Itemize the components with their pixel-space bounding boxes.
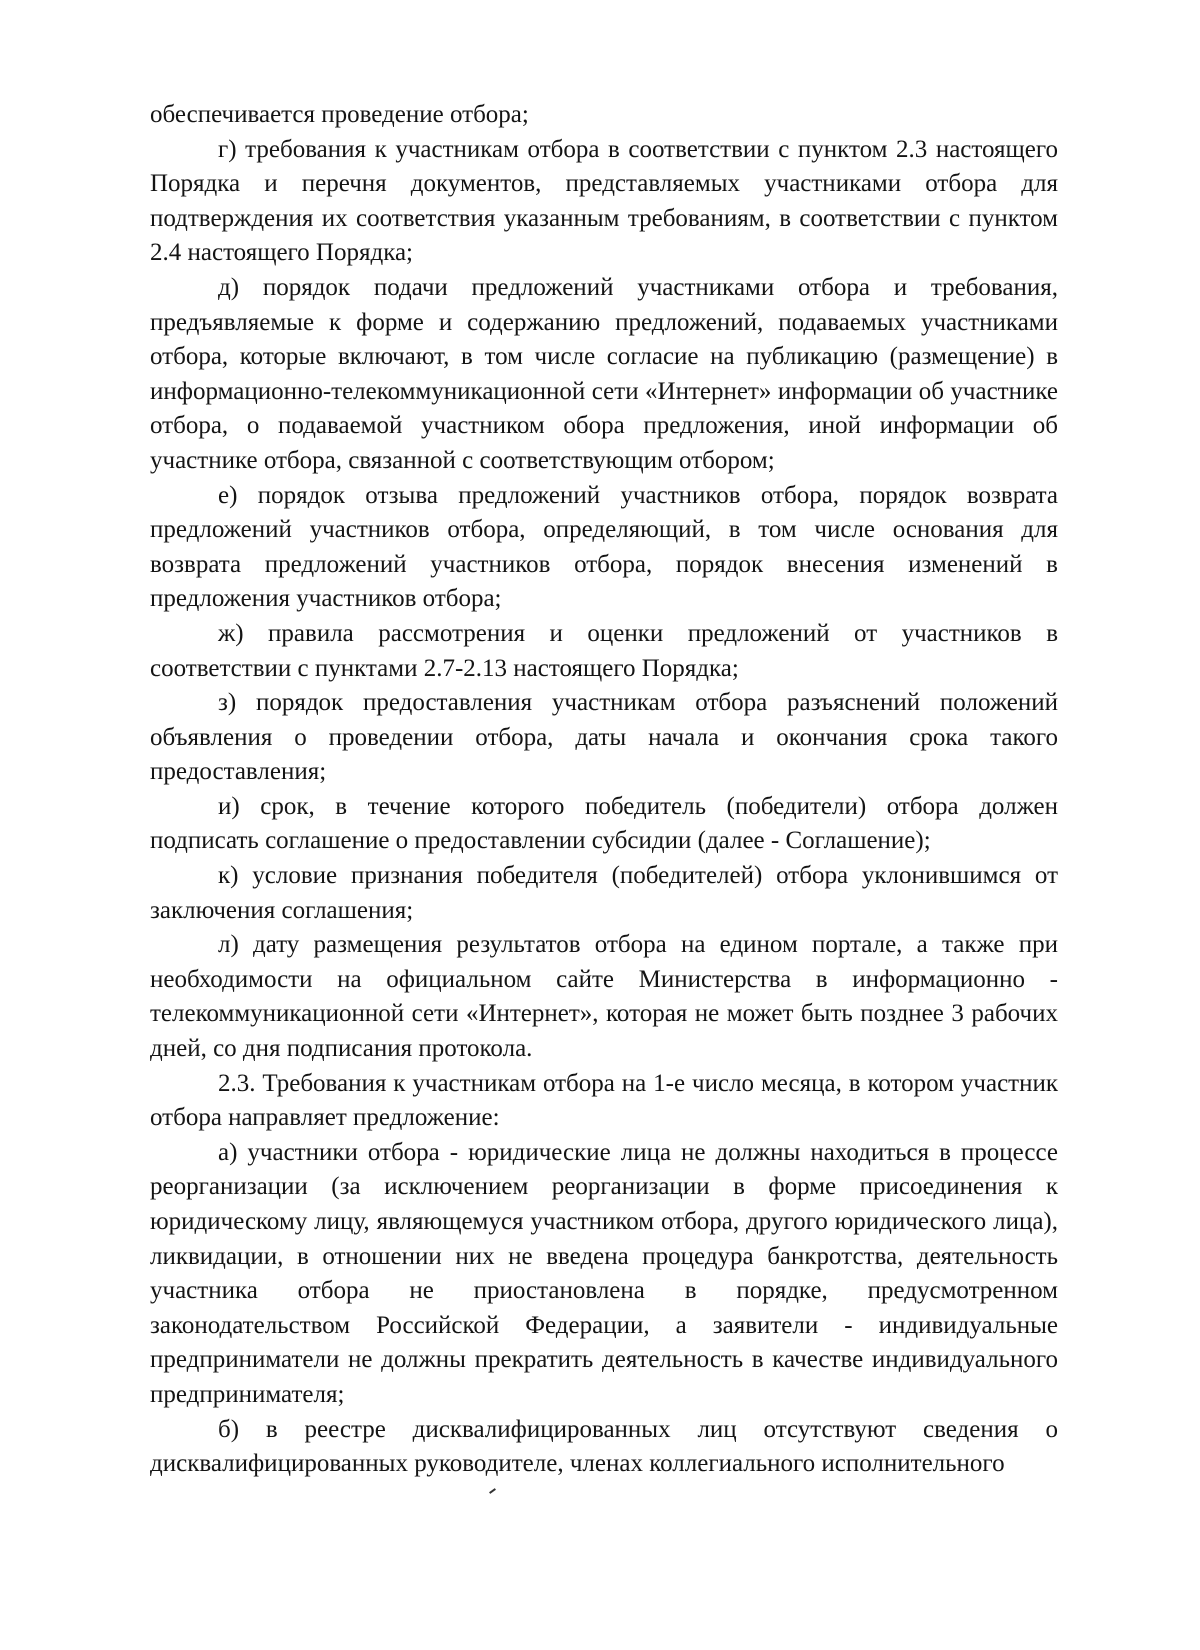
paragraph-item-a: а) участники отбора - юридические лица не должны находиться в процессе реорганизации (за исключением реорганизации в форме присоединения к юридическому лицу, являющемуся участником отбора, другого юридического лица), ликвидации, в отношении них не введена процедура банкротства, деятельность участника отбора не приостановлена в порядке, предусмотренном законодательством Российской Федерации, а заявители - индивидуальные предприниматели не должны прекратить деятельность в качестве индивидуального предпринимателя; xyxy=(150,1138,1058,1408)
document-page xyxy=(150,98,1058,1482)
scan-mark xyxy=(489,1488,496,1494)
paragraph-item-k: к) условие признания победителя (победителей) отбора уклонившимся от заключения соглашения; xyxy=(150,862,1058,924)
section-2-3-heading: 2.3. Требования к участникам отбора на 1-е число месяца, в котором участник отбора направляет предложение: xyxy=(150,1069,1058,1132)
paragraph-item-i: и) срок, в течение которого победитель (победители) отбора должен подписать соглашение о предоставлении субсидии (далее - Соглашение); xyxy=(150,792,1058,855)
paragraph-item-d: д) порядок подачи предложений участниками отбора и требования, предъявляемые к форме и содержанию предложений, подаваемых участниками отбора, которые включают, в том числе согласие на публикацию (размещение) в информационно-телекоммуникационной сети «Интернет» информации об участнике отбора, о подаваемой участником обора предложения, иной информации об участнике отбора, связанной с соответствующим отбором; xyxy=(150,273,1058,474)
paragraph-item-b: б) в реестре дисквалифицированных лиц отсутствуют сведения о дисквалифицированных руководителе, членах коллегиального исполнительного xyxy=(150,1415,1058,1478)
paragraph-item-g: г) требования к участникам отбора в соответствии с пунктом 2.3 настоящего Порядка и перечня документов, представляемых участниками отбора для подтверждения их соответствия указанным требованиям, в соответствии с пунктом 2.4 настоящего Порядка; xyxy=(150,135,1058,267)
paragraph-item-l: л) дату размещения результатов отбора на едином портале, а также при необходимости на официальном сайте Министерства в информационно - телекоммуникационной сети «Интернет», которая не может быть позднее 3 рабочих дней, со дня подписания протокола. xyxy=(150,931,1058,1063)
paragraph-item-z: з) порядок предоставления участникам отбора разъяснений положений объявления о проведении отбора, даты начала и окончания срока такого предоставления; xyxy=(150,689,1058,786)
paragraph-continuation: обеспечивается проведение отбора; xyxy=(150,101,529,128)
paragraph-item-zh: ж) правила рассмотрения и оценки предложений от участников в соответствии с пунктами 2.7-2.13 настоящего Порядка; xyxy=(150,619,1058,682)
paragraph-item-e: е) порядок отзыва предложений участников отбора, порядок возврата предложений участников отбора, определяющий, в том числе основания для возврата предложений участников отбора, порядок внесения изменений в предложения участников отбора; xyxy=(150,481,1058,613)
